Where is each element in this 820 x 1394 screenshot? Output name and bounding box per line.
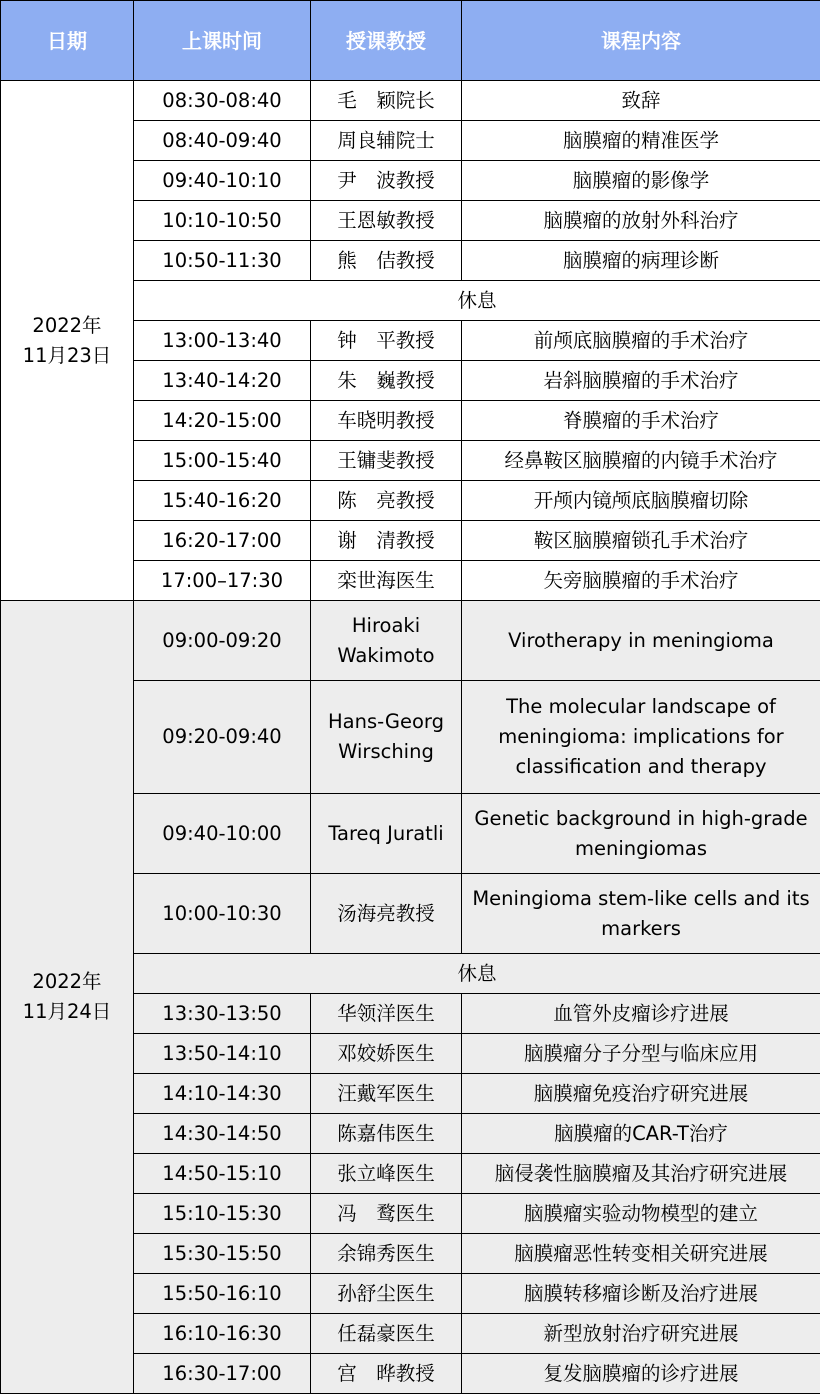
time-cell: 09:40-10:10 [134, 161, 311, 201]
break-cell: 休息 [134, 281, 820, 321]
header-row [1, 1, 820, 81]
header-date: 日期 [1, 1, 134, 81]
professor-cell: 车晓明教授 [311, 401, 462, 441]
professor-cell: 张立峰医生 [311, 1154, 462, 1194]
time-cell: 15:30-15:50 [134, 1234, 311, 1274]
content-cell: 脑膜瘤实验动物模型的建立 [462, 1194, 820, 1234]
time-cell: 13:00-13:40 [134, 321, 311, 361]
professor-cell: 钟 平教授 [311, 321, 462, 361]
time-cell: 13:40-14:20 [134, 361, 311, 401]
time-cell: 15:00-15:40 [134, 441, 311, 481]
content-cell: Meningioma stem-like cells and its markers [462, 874, 820, 954]
content-cell: 脑侵袭性脑膜瘤及其治疗研究进展 [462, 1154, 820, 1194]
time-cell: 14:30-14:50 [134, 1114, 311, 1154]
professor-cell: 汤海亮教授 [311, 874, 462, 954]
time-cell: 14:20-15:00 [134, 401, 311, 441]
content-cell: 开颅内镜颅底脑膜瘤切除 [462, 481, 820, 521]
professor-cell: 孙舒尘医生 [311, 1274, 462, 1314]
date-year: 2022年 [32, 970, 102, 993]
time-cell: 08:30-08:40 [134, 81, 311, 121]
date-year: 2022年 [32, 313, 102, 337]
professor-cell: 任磊豪医生 [311, 1314, 462, 1354]
content-cell: 脑膜瘤恶性转变相关研究进展 [462, 1234, 820, 1274]
content-cell: 脑膜瘤分子分型与临床应用 [462, 1034, 820, 1074]
date-cell-day1 [1, 81, 134, 601]
professor-cell: 余锦秀医生 [311, 1234, 462, 1274]
content-cell: 脑膜瘤免疫治疗研究进展 [462, 1074, 820, 1114]
time-cell: 09:20-09:40 [134, 681, 311, 794]
time-cell: 10:10-10:50 [134, 201, 311, 241]
time-cell: 09:00-09:20 [134, 601, 311, 681]
time-cell: 13:50-14:10 [134, 1034, 311, 1074]
professor-cell: 冯 鹜医生 [311, 1194, 462, 1234]
content-cell: 脑膜瘤的影像学 [462, 161, 820, 201]
professor-cell: 毛 颖院长 [311, 81, 462, 121]
professor-cell: Hans-Georg Wirsching [311, 681, 462, 794]
professor-cell: 邓姣娇医生 [311, 1034, 462, 1074]
professor-cell: Tareq Juratli [311, 794, 462, 874]
professor-cell: 陈嘉伟医生 [311, 1114, 462, 1154]
professor-cell: 王镛斐教授 [311, 441, 462, 481]
time-cell: 16:30-17:00 [134, 1354, 311, 1394]
professor-cell: 栾世海医生 [311, 561, 462, 601]
time-cell: 16:10-16:30 [134, 1314, 311, 1354]
professor-cell: 谢 清教授 [311, 521, 462, 561]
content-cell: 脑膜瘤的CAR-T治疗 [462, 1114, 820, 1154]
time-cell: 08:40-09:40 [134, 121, 311, 161]
content-cell: 前颅底脑膜瘤的手术治疗 [462, 321, 820, 361]
professor-cell: 华领洋医生 [311, 994, 462, 1034]
professor-cell: 汪戴军医生 [311, 1074, 462, 1114]
time-cell: 16:20-17:00 [134, 521, 311, 561]
professor-cell: 熊 佶教授 [311, 241, 462, 281]
time-cell: 14:50-15:10 [134, 1154, 311, 1194]
table-row [1, 601, 820, 681]
professor-cell: 宫 晔教授 [311, 1354, 462, 1394]
time-cell: 13:30-13:50 [134, 994, 311, 1034]
time-cell: 10:50-11:30 [134, 241, 311, 281]
date-day: 11月23日 [22, 343, 112, 367]
content-cell: 脊膜瘤的手术治疗 [462, 401, 820, 441]
content-cell: 脑膜瘤的病理诊断 [462, 241, 820, 281]
date-cell-day2 [1, 601, 134, 1394]
date-day: 11月24日 [22, 1000, 112, 1023]
time-cell: 17:00–17:30 [134, 561, 311, 601]
content-cell: 岩斜脑膜瘤的手术治疗 [462, 361, 820, 401]
time-cell: 15:50-16:10 [134, 1274, 311, 1314]
professor-cell: 朱 巍教授 [311, 361, 462, 401]
break-cell: 休息 [134, 954, 820, 994]
table-row [1, 81, 820, 121]
header-content: 课程内容 [462, 1, 820, 81]
time-cell: 09:40-10:00 [134, 794, 311, 874]
content-cell: 鞍区脑膜瘤锁孔手术治疗 [462, 521, 820, 561]
time-cell: 10:00-10:30 [134, 874, 311, 954]
professor-cell: 王恩敏教授 [311, 201, 462, 241]
content-cell: 矢旁脑膜瘤的手术治疗 [462, 561, 820, 601]
header-time: 上课时间 [134, 1, 311, 81]
content-cell: The molecular landscape of meningioma: implications for classification and therapy [462, 681, 820, 794]
professor-cell: 陈 亮教授 [311, 481, 462, 521]
content-cell: Genetic background in high-grade meningiomas [462, 794, 820, 874]
professor-cell: Hiroaki Wakimoto [311, 601, 462, 681]
professor-cell: 尹 波教授 [311, 161, 462, 201]
content-cell: 脑膜瘤的精准医学 [462, 121, 820, 161]
professor-cell: 周良辅院士 [311, 121, 462, 161]
content-cell: 复发脑膜瘤的诊疗进展 [462, 1354, 820, 1394]
content-cell: 脑膜瘤的放射外科治疗 [462, 201, 820, 241]
content-cell: 新型放射治疗研究进展 [462, 1314, 820, 1354]
header-professor: 授课教授 [311, 1, 462, 81]
content-cell: 血管外皮瘤诊疗进展 [462, 994, 820, 1034]
content-cell: 致辞 [462, 81, 820, 121]
content-cell: 脑膜转移瘤诊断及治疗进展 [462, 1274, 820, 1314]
time-cell: 14:10-14:30 [134, 1074, 311, 1114]
time-cell: 15:40-16:20 [134, 481, 311, 521]
content-cell: Virotherapy in meningioma [462, 601, 820, 681]
time-cell: 15:10-15:30 [134, 1194, 311, 1234]
content-cell: 经鼻鞍区脑膜瘤的内镜手术治疗 [462, 441, 820, 481]
